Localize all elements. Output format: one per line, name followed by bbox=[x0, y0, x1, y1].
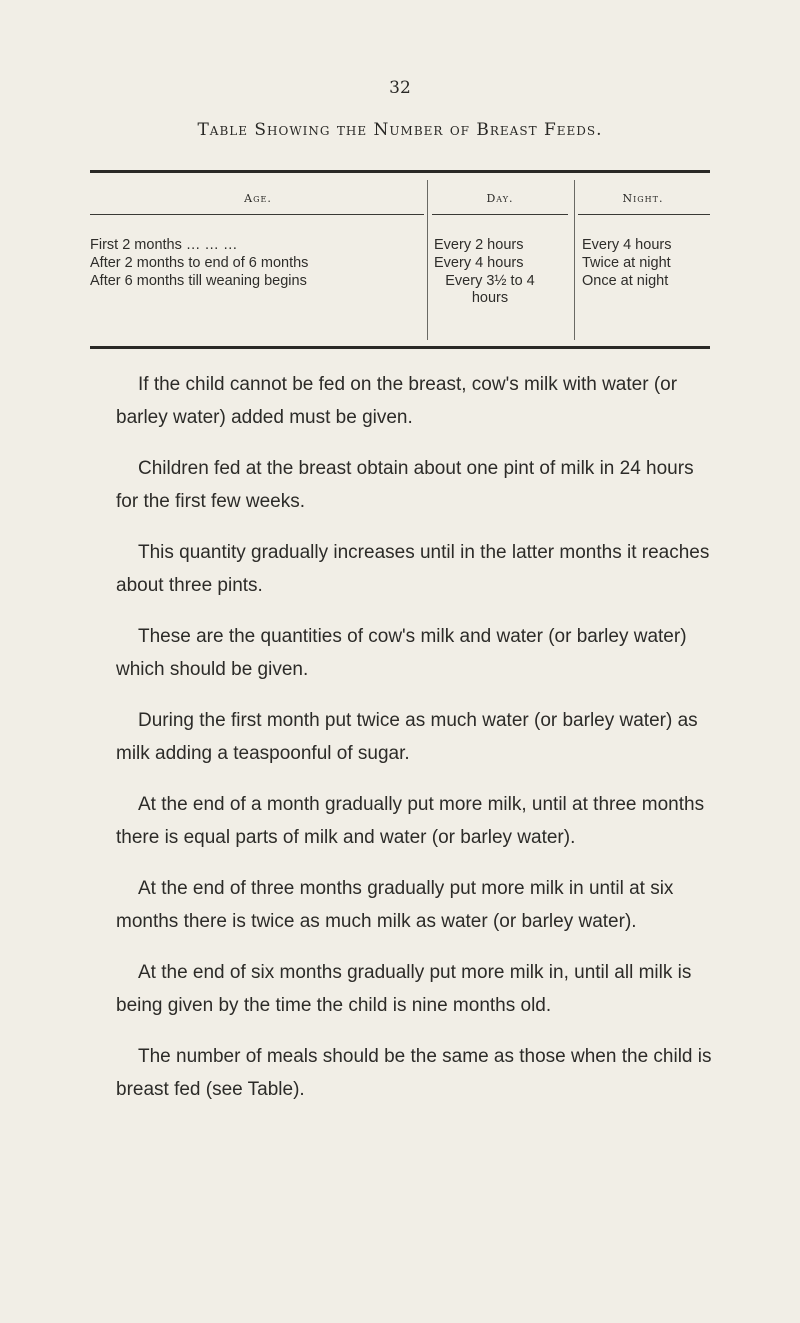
header-rule-day bbox=[432, 214, 568, 215]
paragraph: This quantity gradually increases until in the latter months it reaches about three pints. bbox=[116, 542, 710, 596]
header-age: Age. bbox=[244, 192, 272, 205]
header-rule-age bbox=[90, 214, 424, 215]
paragraph: At the end of a month gradually put more milk, until at three months there is equal parts of milk and water (or barley water). bbox=[116, 794, 705, 848]
table-bottom-rule bbox=[90, 346, 710, 349]
row-1-age: First 2 months … … … bbox=[90, 237, 238, 253]
row-2-day: Every 4 hours bbox=[434, 255, 524, 271]
row-1-night: Every 4 hours bbox=[582, 237, 672, 253]
header-night: Night. bbox=[622, 192, 664, 205]
row-3-age: After 6 months till weaning begins bbox=[90, 273, 307, 289]
header-day: Day. bbox=[486, 192, 514, 205]
column-divider-2 bbox=[574, 180, 575, 340]
paragraph: During the first month put twice as much water (or barley water) as milk adding a teaspoonful of sugar. bbox=[116, 710, 698, 764]
paragraph: The number of meals should be the same as those when the child is breast fed (see Table). bbox=[116, 1046, 712, 1100]
table-title: Table Showing the Number of Breast Feeds. bbox=[197, 120, 603, 140]
row-3-day: Every 3½ to 4 hours bbox=[445, 273, 535, 306]
row-1-day: Every 2 hours bbox=[434, 237, 524, 253]
paragraph: At the end of three months gradually put more milk in until at six months there is twice as much milk as water (or barley water). bbox=[116, 878, 674, 932]
paragraph: These are the quantities of cow's milk and water (or barley water) which should be given. bbox=[116, 626, 687, 680]
paragraph: At the end of six months gradually put more milk in, until all milk is being given by the time the child is nine months old. bbox=[116, 962, 692, 1016]
body-text bbox=[116, 368, 712, 1124]
paragraph: Children fed at the breast obtain about one pint of milk in 24 hours for the first few weeks. bbox=[116, 458, 694, 512]
table-top-rule bbox=[90, 170, 710, 173]
row-2-age: After 2 months to end of 6 months bbox=[90, 255, 309, 271]
paragraph: If the child cannot be fed on the breast, cow's milk with water (or barley water) added must be given. bbox=[116, 374, 678, 428]
page-number: 32 bbox=[389, 78, 411, 98]
row-3-night: Once at night bbox=[582, 273, 669, 289]
row-2-night: Twice at night bbox=[582, 255, 671, 271]
header-rule-night bbox=[578, 214, 710, 215]
column-divider-1 bbox=[427, 180, 428, 340]
